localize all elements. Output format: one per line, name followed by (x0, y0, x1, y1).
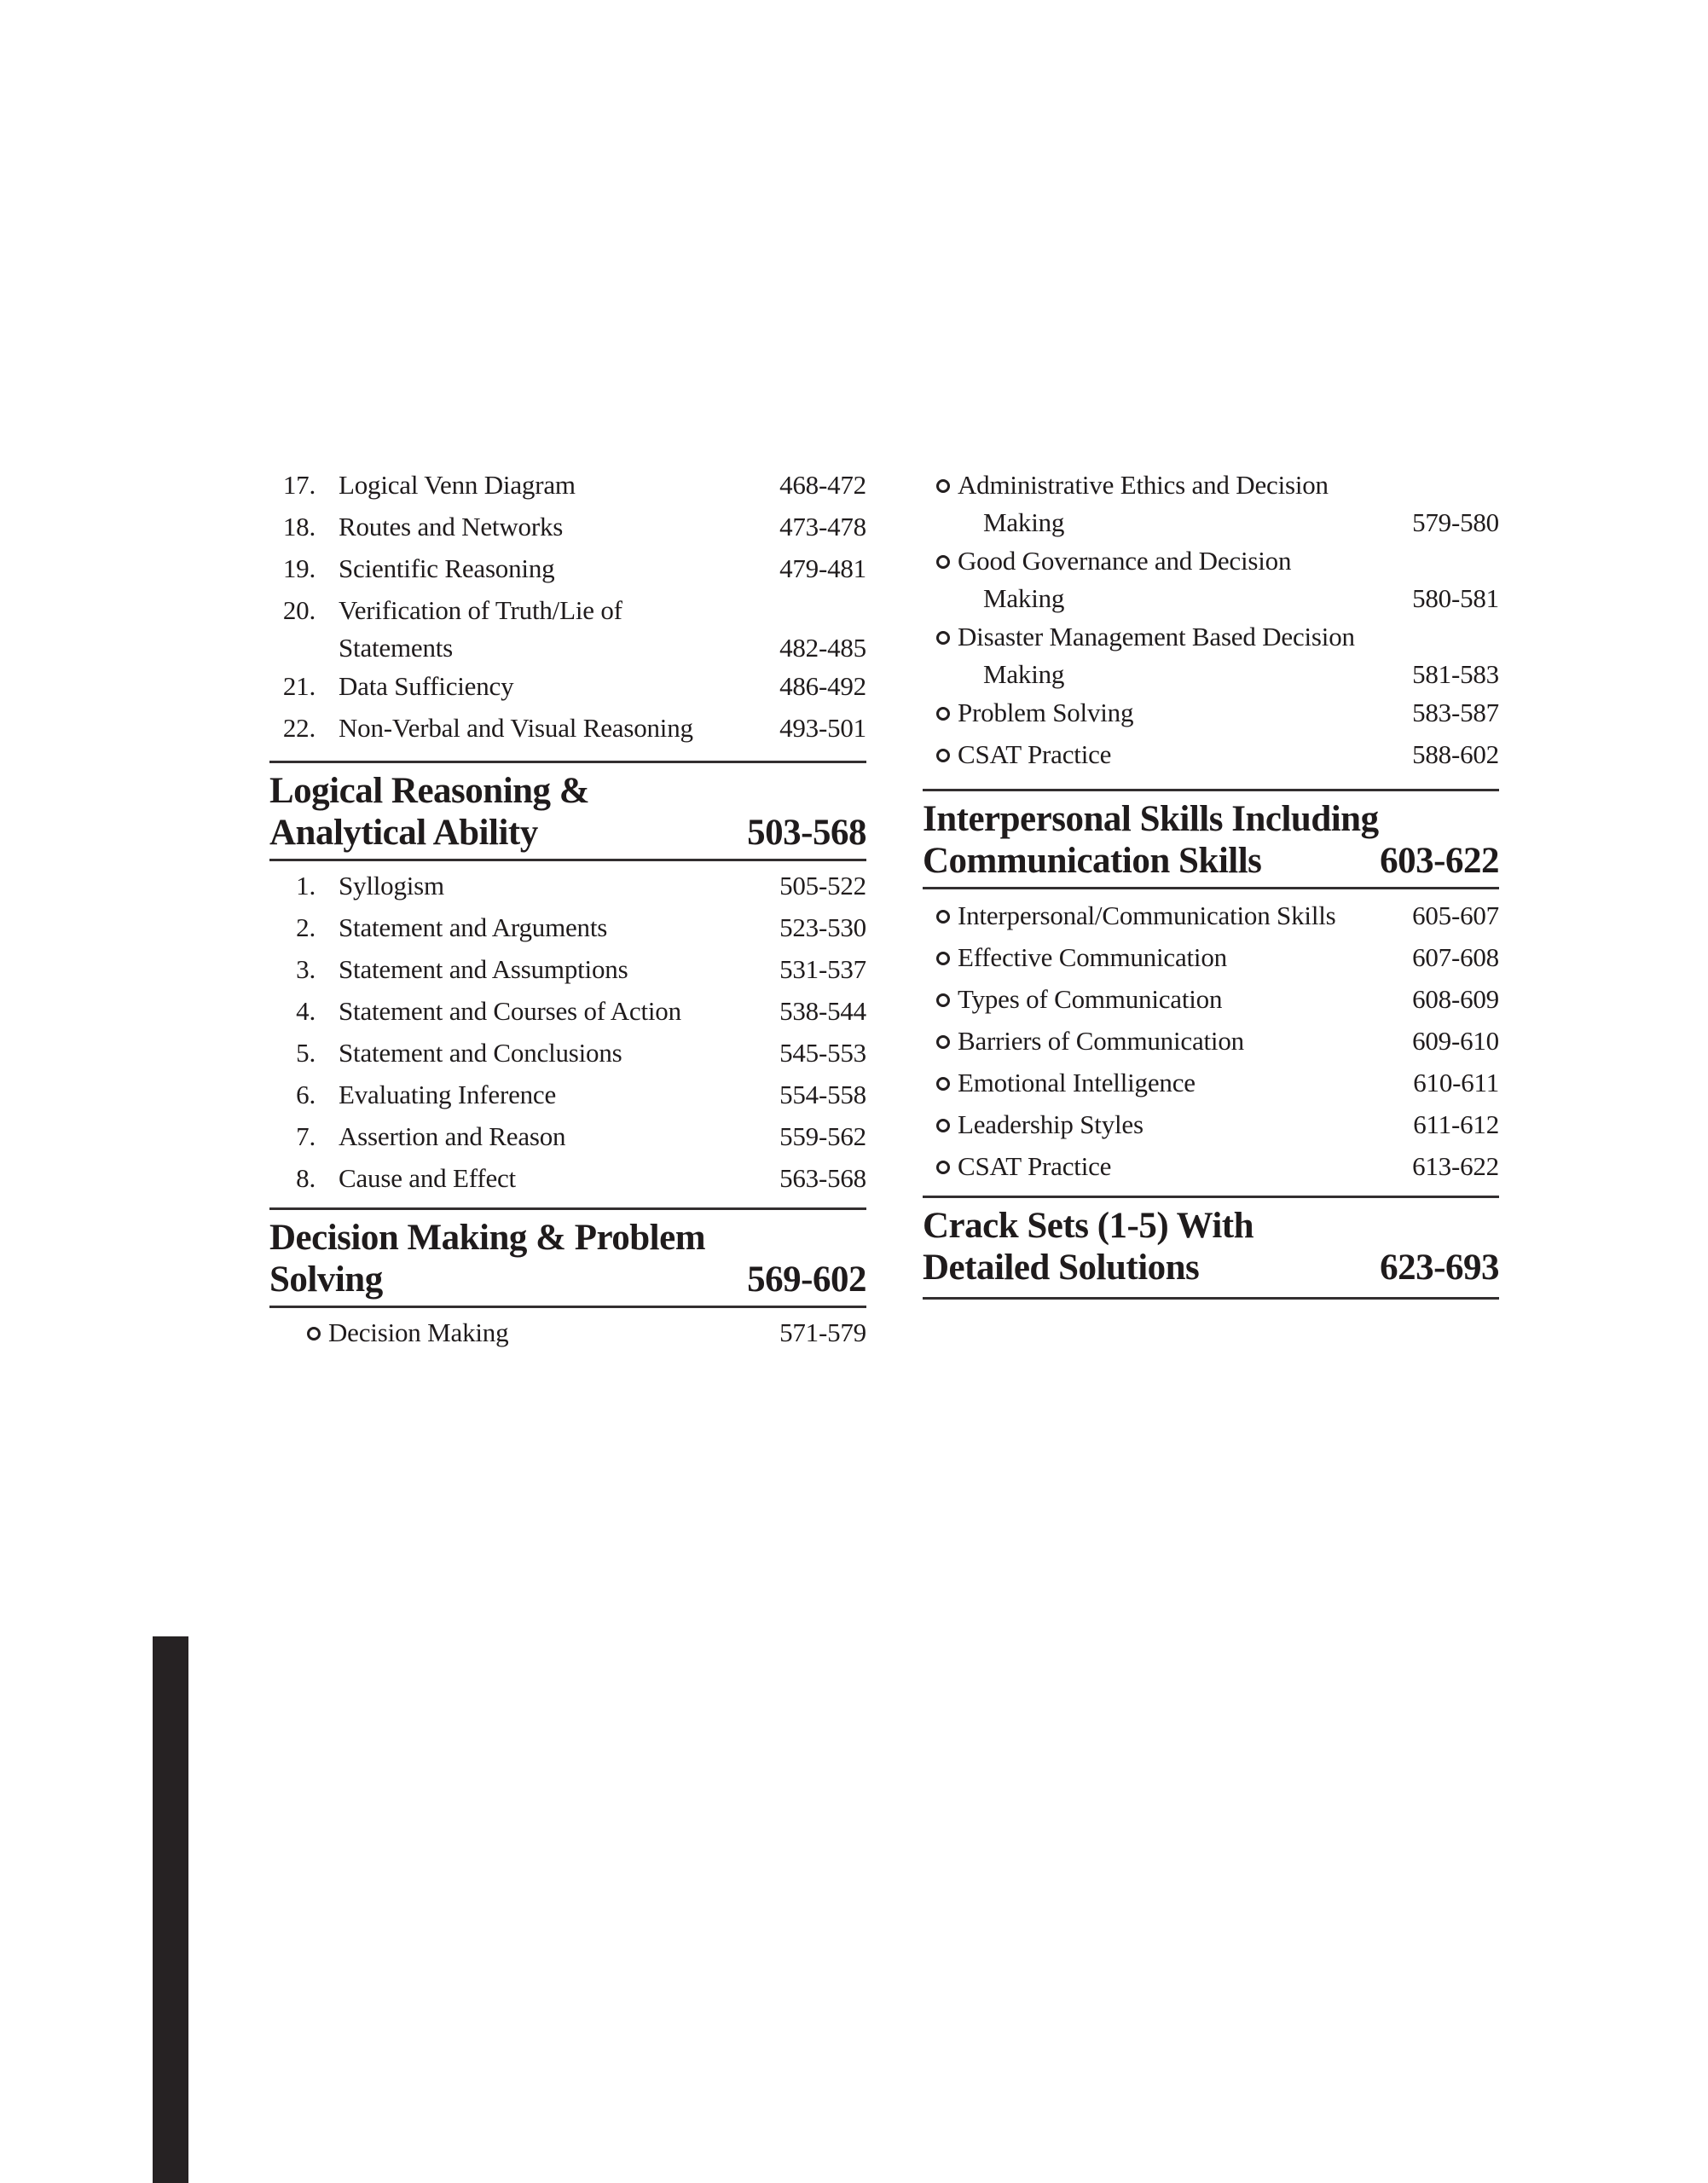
entry-title: Good Governance and Decision (958, 546, 1292, 576)
toc-subentry-continuation (923, 582, 1499, 616)
entry-title: Scientific Reasoning (339, 553, 555, 583)
toc-subentry (923, 1145, 1499, 1187)
section-title: Solving (269, 1259, 383, 1300)
entry-pages: 579-580 (1412, 507, 1499, 537)
toc-subentry-continuation (923, 657, 1499, 692)
circle-bullet-icon (936, 952, 950, 965)
toc-entry (269, 707, 866, 749)
toc-subentry (923, 733, 1499, 775)
toc-subentry (923, 936, 1499, 978)
entry-pages: 538-544 (779, 996, 866, 1026)
section-divider (923, 1196, 1499, 1198)
entry-title: CSAT Practice (958, 1151, 1112, 1181)
circle-bullet-icon (936, 1035, 950, 1049)
entry-number: 7. (296, 1121, 316, 1151)
toc-entry (269, 464, 866, 506)
entry-title: CSAT Practice (958, 739, 1112, 769)
entry-number: 4. (296, 996, 316, 1026)
entry-number: 19. (282, 553, 316, 583)
entry-pages: 607-608 (1412, 942, 1499, 972)
entry-pages: 505-522 (779, 871, 866, 900)
entry-title: Statement and Conclusions (339, 1038, 622, 1068)
toc-subentry (923, 616, 1499, 657)
entry-pages: 610-611 (1413, 1068, 1499, 1097)
section-title: Crack Sets (1-5) With (923, 1206, 1254, 1246)
entry-title: Logical Venn Diagram (339, 470, 576, 500)
entry-pages: 613-622 (1412, 1151, 1499, 1181)
entry-title: Problem Solving (958, 698, 1134, 727)
toc-entry (269, 948, 866, 990)
section-title: Detailed Solutions (923, 1248, 1200, 1288)
section-title: Interpersonal Skills Including (923, 799, 1379, 839)
entry-pages: 580-581 (1412, 583, 1499, 613)
entry-title: Evaluating Inference (339, 1080, 557, 1109)
toc-subentry (923, 895, 1499, 936)
section-title: Communication Skills (923, 841, 1262, 881)
circle-bullet-icon (936, 1161, 950, 1174)
section-divider (923, 789, 1499, 791)
circle-bullet-icon (936, 1119, 950, 1132)
entry-title: Decision Making (328, 1317, 509, 1347)
entry-title: Making (983, 659, 1065, 689)
section-title: Decision Making & Problem (269, 1218, 706, 1258)
section-entry-list (269, 865, 866, 1199)
toc-entry-continuation (269, 631, 866, 665)
entry-title: Statements (339, 633, 454, 663)
entry-number: 6. (296, 1080, 316, 1109)
circle-bullet-icon (936, 479, 950, 493)
entry-number: 18. (282, 512, 316, 541)
circle-bullet-icon (936, 749, 950, 762)
section-pages: 603-622 (1380, 841, 1499, 881)
entry-pages: 581-583 (1412, 659, 1499, 689)
toc-subentry (923, 1020, 1499, 1062)
section-entry-list (923, 895, 1499, 1187)
toc-subentry (923, 540, 1499, 582)
toc-subentry (923, 464, 1499, 506)
entry-number: 22. (282, 713, 316, 743)
toc-entry (269, 1032, 866, 1074)
circle-bullet-icon (936, 631, 950, 645)
toc-entry (269, 547, 866, 589)
entry-title: Barriers of Communication (958, 1026, 1244, 1056)
section-title: Logical Reasoning & (269, 771, 590, 811)
entry-pages: 523-530 (779, 912, 866, 942)
entry-title: Routes and Networks (339, 512, 564, 541)
entry-pages: 493-501 (779, 713, 866, 743)
circle-bullet-icon (307, 1327, 321, 1340)
section-divider (269, 1306, 866, 1308)
toc-entry (269, 865, 866, 906)
entry-pages: 545-553 (779, 1038, 866, 1068)
entry-title: Cause and Effect (339, 1163, 516, 1193)
entry-pages: 479-481 (779, 553, 866, 583)
entry-pages: 482-485 (779, 633, 866, 663)
circle-bullet-icon (936, 707, 950, 721)
section-title: Analytical Ability (269, 813, 538, 853)
entry-title: Making (983, 583, 1065, 613)
toc-entry (269, 906, 866, 948)
entry-title: Disaster Management Based Decision (958, 622, 1355, 651)
entry-number: 3. (296, 954, 316, 984)
entry-pages: 531-537 (779, 954, 866, 984)
entry-number: 5. (296, 1038, 316, 1068)
section-divider (269, 1207, 866, 1210)
entry-pages: 559-562 (779, 1121, 866, 1151)
entry-title: Leadership Styles (958, 1109, 1143, 1139)
circle-bullet-icon (936, 993, 950, 1007)
entry-pages: 563-568 (779, 1163, 866, 1193)
entry-number: 20. (282, 595, 316, 625)
toc-left-column (269, 464, 866, 1353)
entry-pages: 554-558 (779, 1080, 866, 1109)
entry-number: 1. (296, 871, 316, 900)
entry-number: 21. (282, 671, 316, 701)
toc-right-column (923, 464, 1499, 1300)
toc-entry (269, 1074, 866, 1115)
entry-pages: 605-607 (1412, 900, 1499, 930)
toc-entry (269, 990, 866, 1032)
entry-pages: 473-478 (779, 512, 866, 541)
toc-subentry (923, 1103, 1499, 1145)
page-edge-ink-bar (153, 1636, 188, 2183)
entry-pages: 609-610 (1412, 1026, 1499, 1056)
toc-entry (269, 589, 866, 631)
entry-title: Statement and Assumptions (339, 954, 628, 984)
entry-title: Verification of Truth/Lie of (339, 595, 622, 625)
entry-pages: 583-587 (1412, 698, 1499, 727)
circle-bullet-icon (936, 555, 950, 569)
entry-title: Statement and Courses of Action (339, 996, 681, 1026)
entry-pages: 608-609 (1412, 984, 1499, 1014)
entry-pages: 486-492 (779, 671, 866, 701)
section-heading-decision-making (269, 1217, 866, 1300)
entry-title: Making (983, 507, 1065, 537)
toc-entry (269, 506, 866, 547)
entry-title: Statement and Arguments (339, 912, 608, 942)
toc-subentry-continuation (923, 506, 1499, 540)
entry-title: Data Sufficiency (339, 671, 514, 701)
section-divider (923, 887, 1499, 889)
section-pages: 623-693 (1380, 1248, 1499, 1288)
section-heading-logical-reasoning (269, 770, 866, 854)
entry-title: Administrative Ethics and Decision (958, 470, 1329, 500)
entry-title: Interpersonal/Communication Skills (958, 900, 1336, 930)
entry-pages: 588-602 (1412, 739, 1499, 769)
section-pages: 503-568 (747, 813, 866, 853)
circle-bullet-icon (936, 910, 950, 924)
entry-title: Non-Verbal and Visual Reasoning (339, 713, 693, 743)
toc-entry (269, 1157, 866, 1199)
section-divider (269, 761, 866, 763)
entry-pages: 571-579 (779, 1317, 866, 1347)
toc-entry (269, 1115, 866, 1157)
toc-subentry (923, 692, 1499, 733)
entry-title: Types of Communication (958, 984, 1223, 1014)
toc-entry (269, 665, 866, 707)
section-heading-interpersonal-skills (923, 798, 1499, 882)
section-divider (269, 859, 866, 861)
entry-number: 2. (296, 912, 316, 942)
toc-subentry (923, 978, 1499, 1020)
entry-title: Syllogism (339, 871, 444, 900)
section-divider (923, 1297, 1499, 1300)
toc-subentry (923, 1062, 1499, 1103)
section-pages: 569-602 (747, 1259, 866, 1300)
circle-bullet-icon (936, 1077, 950, 1091)
entry-title: Emotional Intelligence (958, 1068, 1196, 1097)
entry-pages: 468-472 (779, 470, 866, 500)
entry-number: 17. (282, 470, 316, 500)
entry-title: Assertion and Reason (339, 1121, 566, 1151)
section-heading-crack-sets (923, 1205, 1499, 1288)
entry-pages: 611-612 (1413, 1109, 1499, 1139)
entry-number: 8. (296, 1163, 316, 1193)
toc-subentry (269, 1312, 866, 1353)
entry-title: Effective Communication (958, 942, 1227, 972)
